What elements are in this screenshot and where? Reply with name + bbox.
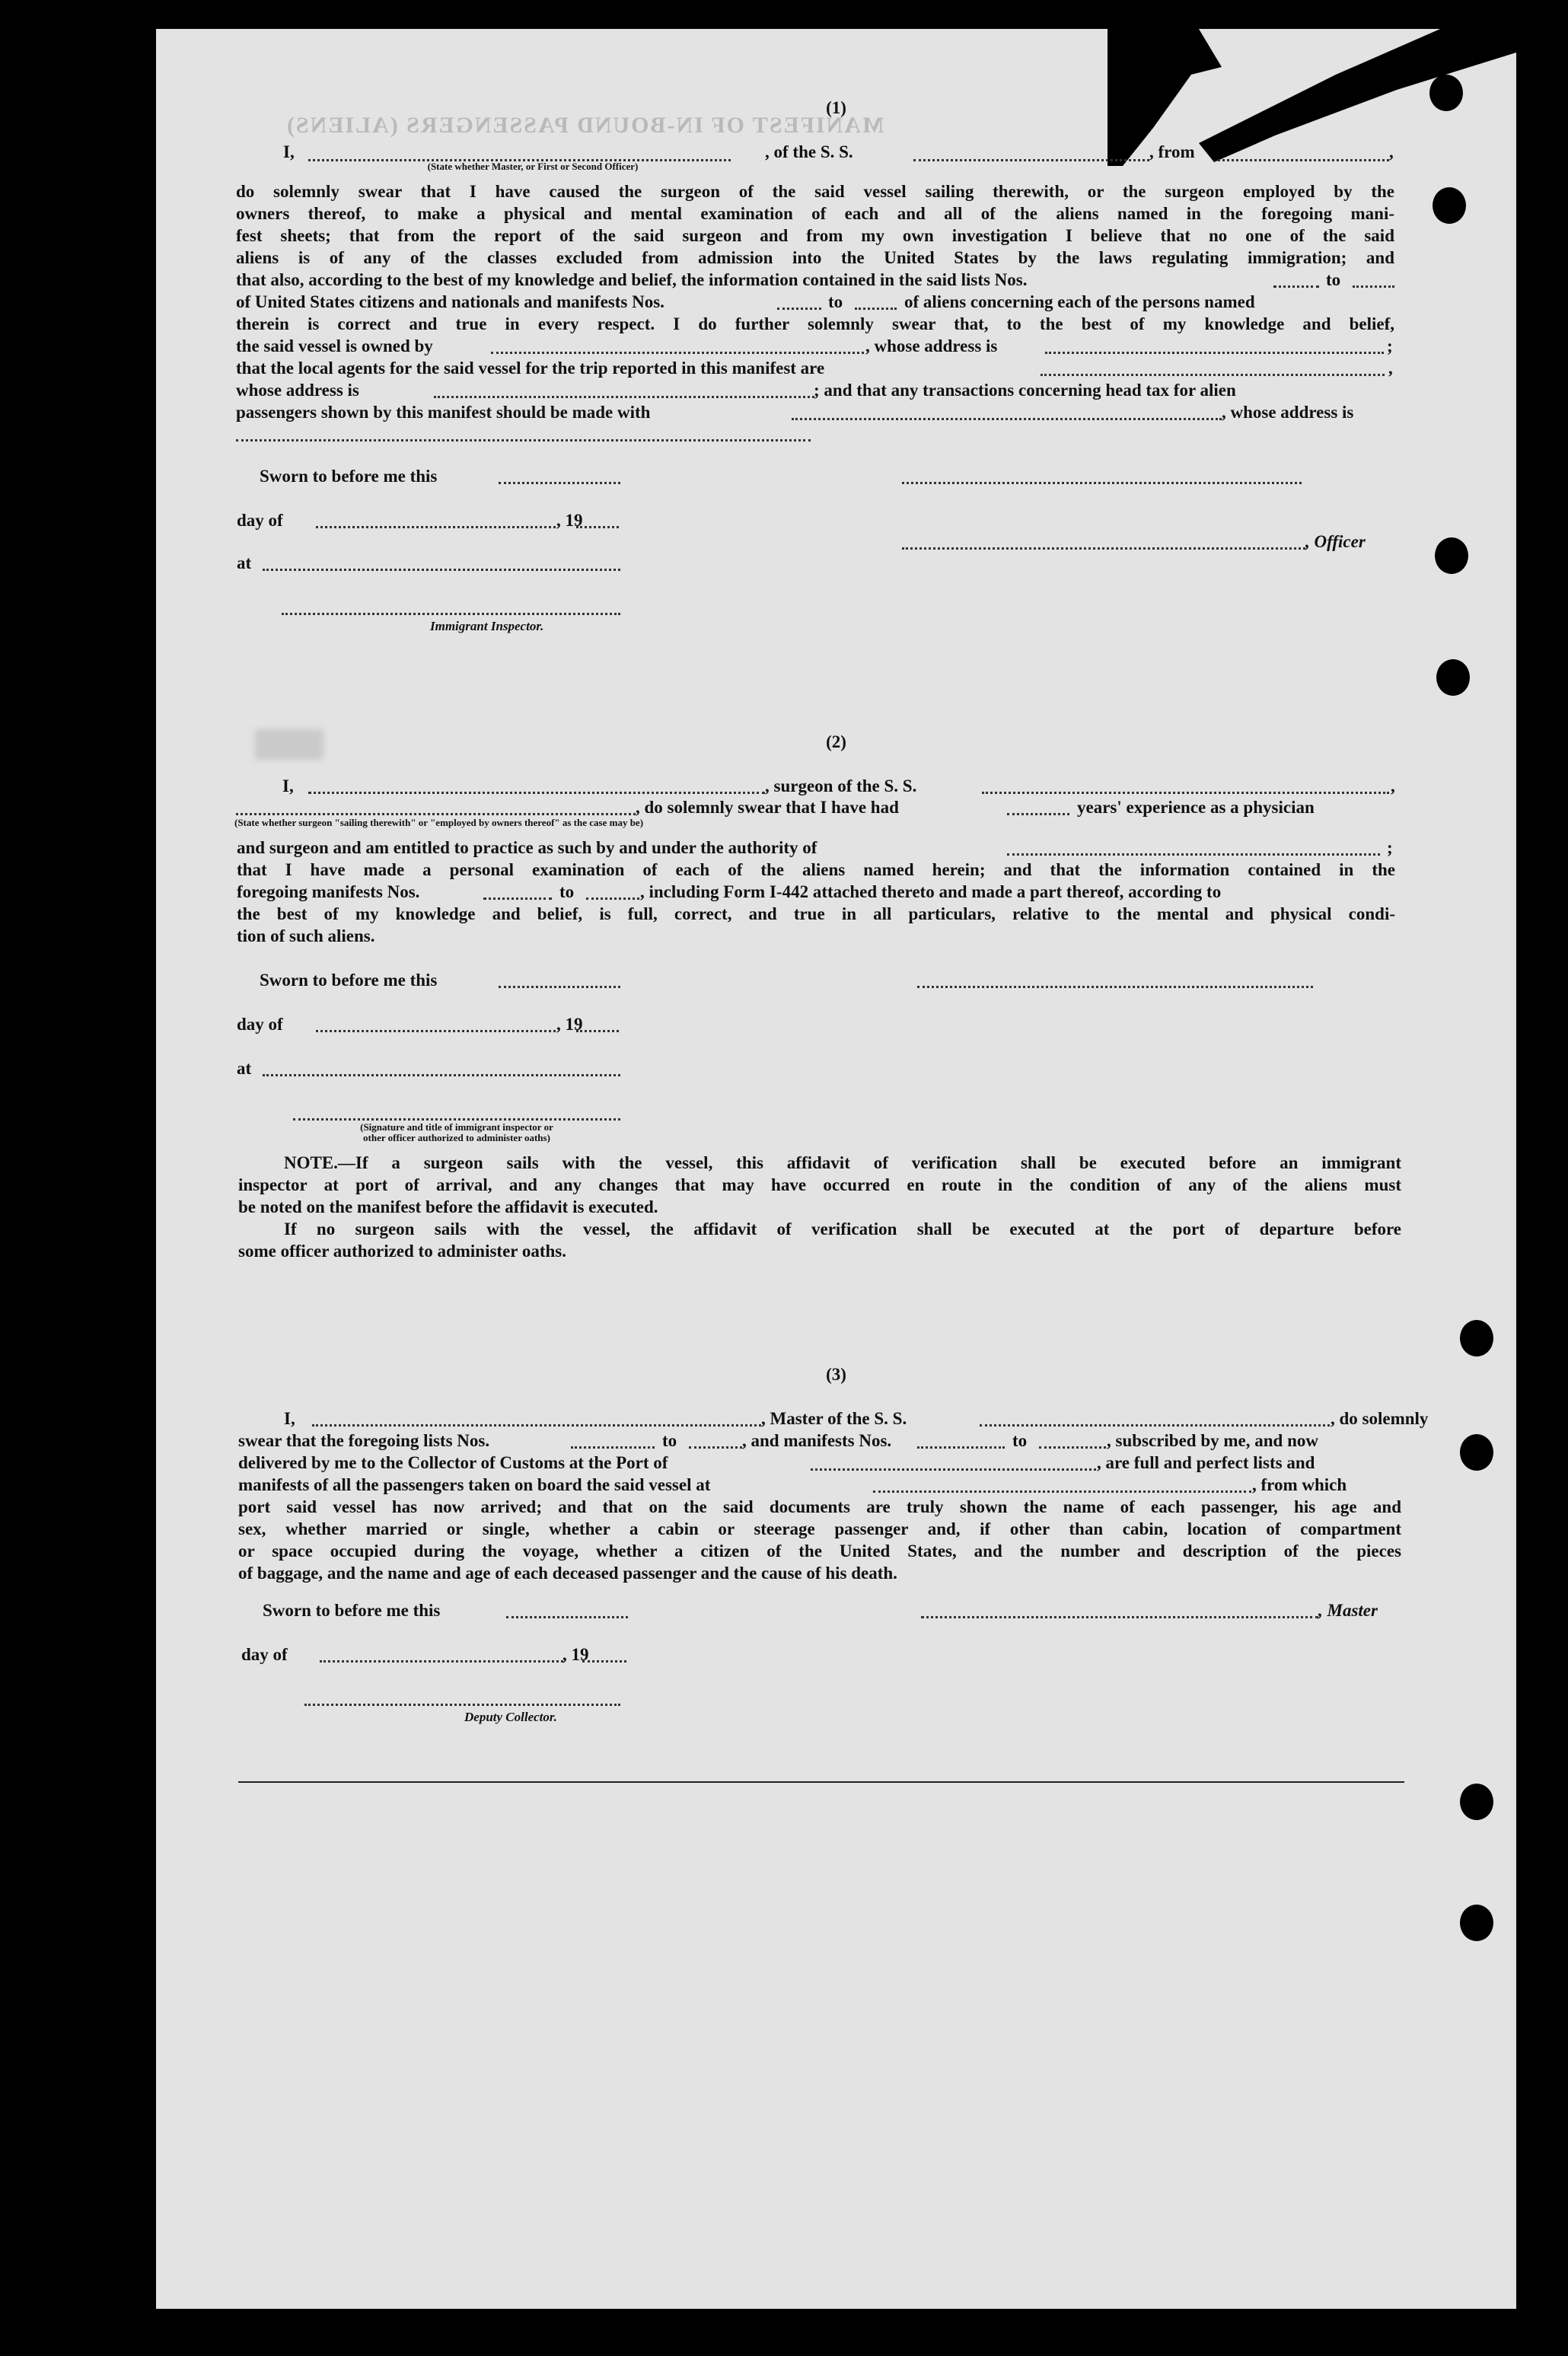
s1-owner-address-blank[interactable] bbox=[1045, 352, 1384, 354]
s1-from: , from bbox=[1149, 142, 1195, 161]
s1-line-2: owners thereof, to make a physical and mental examination of each and all of the aliens named in the foregoing mani- bbox=[236, 204, 1394, 223]
s2-status-blank[interactable] bbox=[236, 813, 636, 815]
s2-foregoing: foregoing manifests Nos. bbox=[237, 882, 420, 901]
s3-deputy: Deputy Collector. bbox=[464, 1710, 557, 1724]
s3-line-1: port said vessel has now arrived; and that on the said documents are truly shown the name of each passenger, his age and bbox=[238, 1497, 1401, 1516]
s2-sig-caption-1: (Signature and title of immigrant inspector or bbox=[360, 1121, 553, 1133]
s2-comma: , bbox=[1391, 776, 1395, 795]
s2-including: , including Form I-442 attached thereto and made a part thereof, according to bbox=[640, 882, 1222, 901]
s3-sworn: Sworn to before me this bbox=[263, 1601, 441, 1620]
s3-name-blank[interactable] bbox=[312, 1424, 761, 1427]
s2-best: the best of my knowledge and belief, is full, correct, and true in all particulars, relative to the mental and physical condi- bbox=[237, 904, 1395, 923]
s2-signature-blank[interactable] bbox=[917, 986, 1313, 988]
s3-and-manifests: , and manifests Nos. bbox=[742, 1431, 892, 1450]
s1-tax-agent-address-blank[interactable] bbox=[236, 439, 811, 442]
s3-subscribed: , subscribed by me, and now bbox=[1107, 1431, 1318, 1450]
s3-to-2: to bbox=[1012, 1431, 1028, 1450]
s2-year: , 19 bbox=[556, 1015, 583, 1034]
s1-month-blank[interactable] bbox=[316, 526, 556, 528]
s2-note-2: inspector at port of arrival, and any changes that may have occurred en route in the condition of any of the aliens must bbox=[238, 1175, 1401, 1194]
s1-tax-agent-blank[interactable] bbox=[792, 418, 1222, 420]
s1-from-blank[interactable] bbox=[1218, 159, 1389, 161]
s1-line6-to: to bbox=[828, 292, 843, 311]
s3-do-solemnly: , do solemnly bbox=[1331, 1409, 1429, 1428]
s1-of-ss: , of the S. S. bbox=[765, 142, 853, 161]
s2-vessel-blank[interactable] bbox=[982, 792, 1389, 794]
s2-name-blank[interactable] bbox=[308, 792, 765, 794]
form-sheet bbox=[156, 29, 1516, 2309]
s1-agents-comma: , bbox=[1388, 359, 1393, 378]
section3-number: (3) bbox=[826, 1365, 846, 1384]
punch-hole bbox=[1460, 1320, 1493, 1357]
punch-hole bbox=[1460, 1434, 1493, 1471]
s2-sig-caption-2: other officer authorized to administer oaths) bbox=[363, 1132, 550, 1143]
s2-semicolon: ; bbox=[1387, 838, 1393, 857]
s2-manifests-from-blank[interactable] bbox=[483, 897, 552, 900]
s1-agents-blank[interactable] bbox=[1041, 374, 1385, 376]
s3-full-perfect: , are full and perfect lists and bbox=[1097, 1453, 1315, 1472]
s1-lists-to-blank[interactable] bbox=[1353, 285, 1394, 288]
s3-year: , 19 bbox=[563, 1645, 589, 1664]
s3-manifests-to-blank[interactable] bbox=[1039, 1446, 1106, 1449]
section1-number: (1) bbox=[826, 98, 846, 117]
s1-owner-blank[interactable] bbox=[491, 352, 864, 354]
s3-port-blank[interactable] bbox=[811, 1468, 1096, 1471]
s1-owned-by: the said vessel is owned by bbox=[236, 336, 433, 355]
s1-officer: , Officer bbox=[1305, 532, 1366, 551]
punch-hole bbox=[1433, 187, 1466, 224]
s1-at-blank[interactable] bbox=[263, 569, 620, 571]
s3-i: I, bbox=[284, 1409, 295, 1428]
s3-manifests-from-blank[interactable] bbox=[917, 1446, 1005, 1449]
s1-inspector: Immigrant Inspector. bbox=[430, 619, 544, 633]
s3-vessel-blank[interactable] bbox=[980, 1424, 1330, 1427]
s2-day-of: day of bbox=[237, 1015, 283, 1034]
s1-line-5: that also, according to the best of my knowledge and belief, the information contained in the said lists Nos. bbox=[236, 270, 1028, 289]
punch-hole bbox=[1429, 75, 1463, 111]
s2-surgeon-of: , surgeon of the S. S. bbox=[765, 776, 917, 795]
s1-agents-address-blank[interactable] bbox=[434, 396, 814, 398]
s2-at: at bbox=[237, 1059, 252, 1078]
s3-manifests-all: manifests of all the passengers taken on board the said vessel at bbox=[238, 1475, 711, 1494]
s2-inspector-blank[interactable] bbox=[293, 1118, 620, 1121]
s3-line-4: of baggage, and the name and age of each deceased passenger and the cause of his death. bbox=[238, 1564, 897, 1583]
s3-lists-to-blank[interactable] bbox=[689, 1446, 742, 1449]
s1-line-3: fest sheets; that from the report of the said surgeon and from my own investigation I believe that no one of the said bbox=[236, 226, 1394, 245]
s3-embark-port-blank[interactable] bbox=[873, 1490, 1251, 1493]
s3-line-2: sex, whether married or single, whether a cabin or steerage passenger and, if other than cabin, location of compartment bbox=[238, 1519, 1401, 1538]
s2-year-blank[interactable] bbox=[576, 1030, 619, 1032]
s2-note-3: be noted on the manifest before the affidavit is executed. bbox=[238, 1197, 658, 1216]
punch-hole bbox=[1460, 1784, 1493, 1820]
s3-swear: swear that the foregoing lists Nos. bbox=[238, 1431, 490, 1450]
section2-number: (2) bbox=[826, 732, 846, 751]
s1-head-tax: ; and that any transactions concerning head tax for alien bbox=[814, 381, 1236, 400]
s1-i: I, bbox=[283, 142, 295, 161]
s1-line-1: do solemnly swear that I have caused the surgeon of the said vessel sailing therewith, or the surgeon employed by the bbox=[236, 182, 1394, 201]
punch-hole bbox=[1435, 537, 1468, 574]
s2-line-exam: that I have made a personal examination of each of the aliens named herein; and that the information contained in the bbox=[237, 860, 1395, 879]
s3-master-signature-blank[interactable] bbox=[921, 1616, 1318, 1618]
s2-at-blank[interactable] bbox=[263, 1074, 620, 1076]
s2-caption: (State whether surgeon "sailing therewith" or "employed by owners thereof" as the case may be) bbox=[234, 817, 644, 828]
s3-line-3: or space occupied during the voyage, whether a citizen of the United States, and the number and description of the pieces bbox=[238, 1541, 1401, 1561]
s1-year-blank[interactable] bbox=[576, 526, 619, 528]
s1-day-of: day of bbox=[237, 511, 283, 530]
s2-to: to bbox=[559, 882, 575, 901]
s2-note2-1: If no surgeon sails with the vessel, the affidavit of verification shall be executed at the port of departure before bbox=[284, 1219, 1401, 1239]
s1-sworn: Sworn to before me this bbox=[260, 467, 438, 486]
s3-year-blank[interactable] bbox=[582, 1660, 626, 1663]
s2-sworn: Sworn to before me this bbox=[260, 971, 438, 990]
s2-authority-blank[interactable] bbox=[1007, 853, 1380, 856]
s2-years-exp: years' experience as a physician bbox=[1077, 798, 1315, 817]
s2-tion: tion of such aliens. bbox=[237, 926, 375, 945]
s1-line-7: therein is correct and true in every respect. I do further solemnly swear that, to the best of my knowledge and belief, bbox=[236, 314, 1394, 333]
s1-at: at bbox=[237, 553, 252, 572]
s1-officer-blank-2[interactable] bbox=[902, 547, 1305, 550]
s1-sworn-blank[interactable] bbox=[499, 482, 620, 484]
s1-line6-tail: of aliens concerning each of the persons named bbox=[904, 292, 1255, 311]
s1-inspector-blank[interactable] bbox=[282, 613, 620, 615]
punch-hole bbox=[1436, 659, 1470, 696]
s1-caption: (State whether Master, or First or Second Officer) bbox=[427, 161, 639, 172]
s1-officer-blank-1[interactable] bbox=[902, 482, 1302, 484]
s1-whose-address-end: , whose address is bbox=[1222, 403, 1354, 422]
s3-master: , Master bbox=[1318, 1601, 1378, 1620]
s1-line-4: aliens is of any of the classes excluded from admission into the United States by the laws regulating immigration; and bbox=[236, 248, 1394, 267]
s1-whose-address-is: , whose address is bbox=[865, 336, 998, 355]
s3-month-blank[interactable] bbox=[320, 1660, 563, 1663]
s1-semicolon: ; bbox=[1387, 336, 1393, 355]
s2-sworn-blank[interactable] bbox=[499, 986, 620, 988]
s2-authority: and surgeon and am entitled to practice as such by and under the authority of bbox=[237, 838, 817, 857]
punch-hole bbox=[1460, 1905, 1493, 1941]
bottom-rule bbox=[238, 1781, 1404, 1783]
s2-years-blank[interactable] bbox=[1007, 813, 1069, 815]
s1-whose-address: whose address is bbox=[236, 381, 359, 400]
s1-local-agents: that the local agents for the said vessel for the trip reported in this manifest are bbox=[236, 359, 825, 378]
s3-deputy-blank[interactable] bbox=[304, 1704, 620, 1706]
s1-line5-to: to bbox=[1326, 270, 1341, 289]
s1-passengers: passengers shown by this manifest should be made with bbox=[236, 403, 651, 422]
s2-month-blank[interactable] bbox=[316, 1030, 556, 1032]
s2-i: I, bbox=[282, 776, 294, 795]
s1-year: , 19 bbox=[556, 511, 583, 530]
s1-vessel-blank[interactable] bbox=[913, 159, 1149, 161]
s1-lists-from-blank[interactable] bbox=[1273, 285, 1319, 288]
s2-do-solemnly: , do solemnly swear that I have had bbox=[636, 798, 899, 817]
s1-line-6: of United States citizens and nationals and manifests Nos. bbox=[236, 292, 664, 311]
s3-day-of: day of bbox=[241, 1645, 288, 1664]
s3-master-of: , Master of the S. S. bbox=[761, 1409, 907, 1428]
s3-sworn-blank[interactable] bbox=[506, 1616, 628, 1618]
s3-to-1: to bbox=[662, 1431, 677, 1450]
s3-from-which: , from which bbox=[1252, 1475, 1347, 1494]
s2-manifests-to-blank[interactable] bbox=[586, 897, 639, 900]
s1-manifests-to-blank[interactable] bbox=[855, 308, 897, 310]
s2-note-1: NOTE.—If a surgeon sails with the vessel, this affidavit of verification shall be executed before an immigrant bbox=[284, 1153, 1401, 1172]
s3-delivered: delivered by me to the Collector of Customs at the Port of bbox=[238, 1453, 668, 1472]
s1-comma: , bbox=[1389, 142, 1394, 161]
bleed-through-text: MANIFEST OF IN-BOUND PASSENGERS (ALIENS) bbox=[285, 113, 884, 138]
s2-note2-2: some officer authorized to administer oaths. bbox=[238, 1242, 566, 1261]
s3-lists-from-blank[interactable] bbox=[571, 1446, 655, 1449]
s1-manifests-from-blank[interactable] bbox=[777, 308, 821, 310]
